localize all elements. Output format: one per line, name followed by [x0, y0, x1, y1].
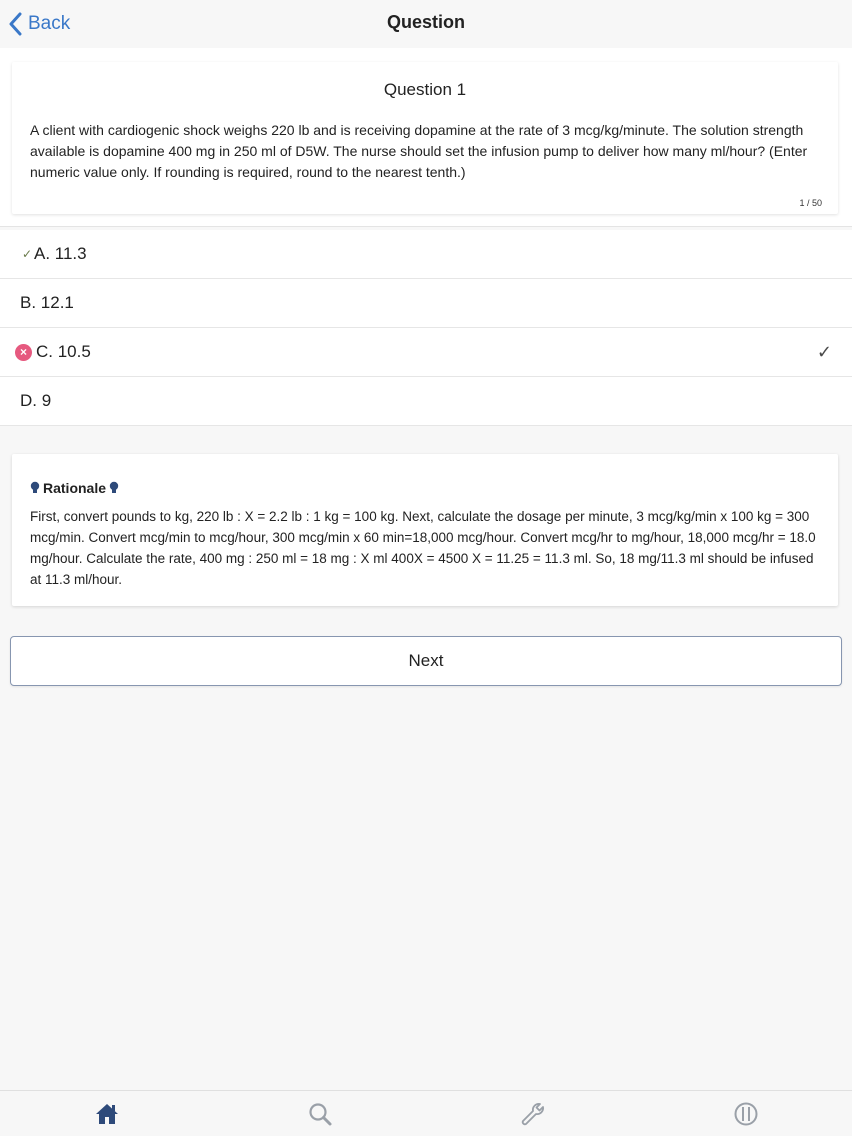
- lightbulb-icon: [30, 481, 40, 495]
- rationale-card: [12, 454, 838, 606]
- option-label: A. 11.3: [34, 244, 87, 263]
- option-d[interactable]: [0, 377, 852, 426]
- info-icon: [733, 1101, 759, 1127]
- option-c[interactable]: [0, 328, 852, 377]
- home-icon: [94, 1102, 120, 1126]
- page-title: Question: [386, 12, 465, 32]
- tab-about[interactable]: [716, 1091, 776, 1136]
- rationale-title: Rationale: [43, 480, 107, 496]
- lightbulb-icon: [109, 481, 119, 495]
- nav-bar: [0, 0, 852, 49]
- option-label: B. 12.1: [20, 293, 74, 312]
- question-card: [12, 62, 838, 214]
- tab-tools[interactable]: [503, 1091, 563, 1136]
- tab-search[interactable]: [290, 1091, 350, 1136]
- tab-home[interactable]: [77, 1091, 137, 1136]
- tab-bar: [0, 1090, 852, 1136]
- correct-check-icon: ✓: [21, 247, 32, 261]
- rationale-heading: [30, 480, 119, 496]
- back-label: Back: [28, 13, 71, 34]
- wrench-icon: [520, 1101, 546, 1127]
- question-number: Question 1: [383, 80, 467, 99]
- question-counter: 1 / 50: [799, 198, 822, 208]
- rationale-text: First, convert pounds to kg, 220 lb : X = 2.2 lb : 1 kg = 100 kg. Next, calculate the dosage per minute, 3 mcg/kg/min x 100 kg = 300 mcg/min. Convert mcg/min to mcg/hour, 300 mcg/min x 60 min=18,000 mcg/hour. Convert mcg/hr to mg/hour, 18,000 mcg/hr = 18.0 mg/hour. Calculate the rate, 400 mg : 250 ml = 18 mg : X ml 400X = 4500 X = 11.25 = 11.3 ml. So, 18 mg/11.3 ml should be infused at 11.3 ml/hour.: [30, 509, 816, 587]
- question-section: [0, 48, 852, 227]
- wrong-answer-icon: ×: [12, 344, 32, 361]
- answer-options: [0, 230, 852, 426]
- selected-check-icon: ✓: [816, 342, 832, 362]
- rationale-section: [0, 428, 852, 624]
- option-a[interactable]: [0, 230, 852, 279]
- option-b[interactable]: [0, 279, 852, 328]
- search-icon: [307, 1101, 333, 1127]
- next-button[interactable]: Next: [10, 636, 842, 686]
- option-label: D. 9: [20, 391, 52, 410]
- option-label: C. 10.5: [36, 342, 91, 361]
- question-text: A client with cardiogenic shock weighs 220 lb and is receiving dopamine at the rate of 3 mcg/kg/minute. The solution strength available is dopamine 400 mg in 250 ml of D5W. The nurse should set the infusion pump to deliver how many ml/hour? (Enter numeric value only. If rounding is required, round to the nearest tenth.): [30, 122, 808, 180]
